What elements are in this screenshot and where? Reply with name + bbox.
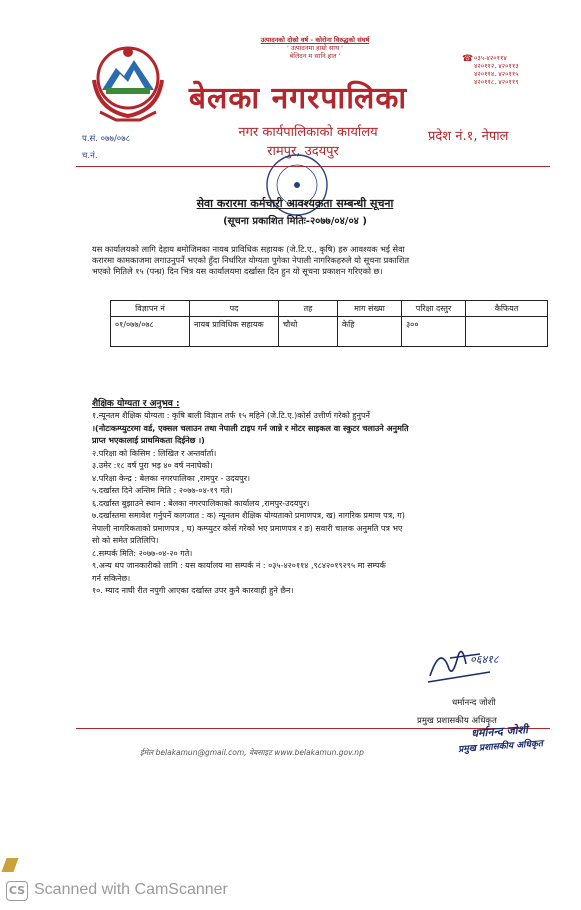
stamp-name: धर्मानन्द जोशी [470, 723, 529, 740]
phone-line: ४२०११८, ४२०११९ [474, 78, 519, 86]
list-item: प्राप्त भएकालाई प्राथमिकता दिईनेछ ।) [92, 436, 205, 445]
stamp-designation: प्रमुख प्रशासकीय अधिकृत [457, 739, 544, 755]
slogan-line: बेलिदन म सानि हात ' [289, 52, 341, 60]
municipality-logo [88, 40, 168, 124]
col-header-demand: माग संख्या [338, 301, 402, 317]
ref-number: प.सं. ०७७/०७८ [82, 134, 131, 144]
footer-contact: ईमेल belakamun@gmail.com, वेबसाइट www.belakamun.gov.np [140, 748, 364, 757]
phone-icon: ☎ [462, 54, 474, 64]
table-row [111, 317, 548, 347]
notice-paragraph [92, 244, 554, 277]
table-cell [466, 317, 548, 347]
signature-date: ०६४१८ [470, 653, 499, 666]
signatory-designation: प्रमुख प्रशासकीय अधिकृत [417, 716, 497, 726]
camscanner-label: Scanned with CamScanner [34, 881, 228, 898]
table-cell: ०१/०७७/०७८ [111, 317, 190, 347]
list-item: ७.दर्खास्तमा समावेश गर्नुपर्ने कागजात : क) न्यूनतम शैक्षिक योग्यताको प्रमाणपत्र, ख) नागरिक प्रमाण पत्र, ग) [92, 511, 405, 520]
slogan-line: उत्पादनको दोस्रो वर्ष - कोरोना विरुद्धको संघर्ष [260, 36, 370, 44]
table-cell: केहि [338, 317, 402, 347]
table-cell: चौथो [279, 317, 338, 347]
vacancy-table [110, 300, 548, 347]
list-item: ।(नोटःकम्प्युटरमा वर्ड, एक्सल चलाउन तथा नेपाली टाइप गर्न जान्ने र मोटर साइकल वा स्कुटर चलाउने अनुमति [92, 423, 409, 433]
phone-line: ४२०११४, ४२०११५ [474, 70, 519, 78]
col-header-post: पद [190, 301, 279, 317]
page-title: बेलका नगरपालिका [188, 81, 408, 116]
paragraph-line: भएको मितिले १५ (पन्ध्र) दिन भित्र यस कार्यालयमा दर्खास्त दिन हुन यो सूचना प्रकाशन गरिएको छ। [92, 266, 383, 276]
office-address: रामपुर, उदयपुर [267, 144, 339, 159]
dispatch-number: च.नं. [82, 151, 98, 161]
list-item: ३.उमेर :१८ वर्ष पुरा भइ ४० वर्ष ननाघेको। [92, 461, 213, 470]
list-item: नेपाली नागरिकताको प्रमाणपत्र , घ) कम्प्युटर कोर्स गरेको भए प्रमाणपत्र र ङ) सवारी चालक अनुमति पत्र भए [92, 523, 403, 533]
qualifications-heading: शैक्षिक योग्यता र अनुभव : [92, 399, 180, 409]
paragraph-line: यस कार्यालयको लागि देहाय बमोजिमका नायब प्राविधिक सहायक (जे.टि.ए., कृषि) हरु आवश्यक भई सेवा [92, 244, 405, 254]
office-name: नगर कार्यपालिकाको कार्यालय [238, 125, 378, 140]
province-label: प्रदेश नं.१, नेपाल [428, 129, 509, 144]
notice-heading: सेवा करारमा कर्मचारी आवश्यकता सम्बन्धी सूचना [196, 197, 394, 210]
col-header-ad-no: विज्ञापन नं [111, 301, 190, 317]
scanner-watermark-bar [0, 873, 581, 910]
list-item: सो को समेत प्रतिलिपि। [92, 536, 159, 545]
table-cell: ३०० [402, 317, 466, 347]
phone-line: ४२०११२, ४२०११३ [474, 62, 519, 70]
col-header-fee: परिक्षा दस्तुर [402, 301, 466, 317]
list-item: ४.परिक्षा केन्द्र : बेलका नगरपालिका ,रामपुर - उदयपुर। [92, 473, 251, 483]
page-corner-mark [1, 858, 18, 872]
phone-line: ०३५-४२०११४ [474, 54, 507, 62]
qualifications-list [92, 410, 556, 598]
col-header-remarks: कैफियत [466, 301, 548, 317]
header-slogans [230, 36, 400, 60]
table-cell: नायब प्राविधिक सहायक [190, 317, 279, 347]
notice-published-date: (सूचना प्रकाशित मितिः-२०७७/०४/०४ ) [223, 216, 367, 227]
col-header-level: तह [279, 301, 338, 317]
list-item: १.न्यूनतम शैक्षिक योग्यता : कृषि बाली विज्ञान तर्फ १५ महिने (जे.टि.ए.)कोर्स उत्तीर्ण गरेको हुनुपर्ने [92, 411, 370, 420]
list-item: २.परिक्षा को किसिम : लिखित र अन्तर्वार्ता। [92, 448, 217, 458]
camscanner-logo-text: CS [8, 884, 26, 897]
paragraph-line: करारमा कामकाजमा लगाउनुपर्ने भएको हुँदा निर्धारित योग्यता पुगेका नेपाली नागरिकहरुले यो सूचना प्रकाशित [92, 255, 410, 265]
camscanner-logo [6, 881, 28, 901]
list-item: ९.अन्य थप जानकारीको लागि : यस कार्यालय मा सम्पर्क नं : ०३५-४२०११४ ,९८४२०१९२९५ मा सम्पर्क [92, 561, 386, 570]
slogan-line: ' उत्पादनमा हाम्रो साथ ' [287, 44, 343, 52]
list-item: ६.दर्खास्त बुझाउने स्थान : बेलका नगरपालिकाको कार्यालय ,रामपुर-उदयपुर। [92, 498, 310, 508]
table-header-row [111, 301, 548, 317]
phone-numbers [474, 54, 554, 86]
list-item: ५.दर्खास्त दिने अन्तिम मिति : २०७७-०४-१९ गते। [92, 486, 233, 495]
signatory-name: धर्मानन्द जोशी [452, 698, 496, 708]
list-item: ८.सम्पर्क मिति: २०७७-०४-२० गते। [92, 548, 193, 558]
list-item: १०. म्याद नाघी रीत नपुगी आएका दर्खास्त उपर कुनै कारवाही हुने छैन। [92, 586, 294, 595]
list-item: गर्न सकिनेछ। [92, 573, 131, 583]
